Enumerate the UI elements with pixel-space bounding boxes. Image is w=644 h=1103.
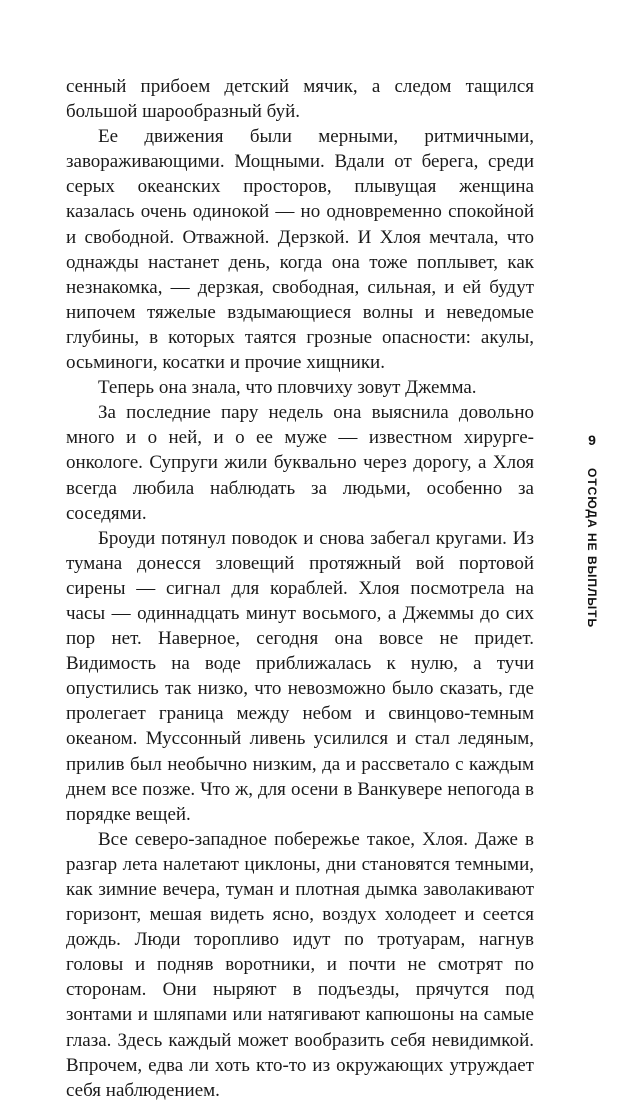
paragraph-6: Все северо-западное побережье такое, Хлоя. Даже в разгар лета налетают циклоны, дни становятся темными, как зимние вечера, туман и плотная дымка заволакивают горизонт, мешая видеть ясно, воздух холодеет и сеется дождь. Люди торопливо идут по тротуарам, нагнув головы и подняв воротники, и почти не смотрят по сторонам. Они ныряют в подъезды, прячутся под зонтами и шляпами или натягивают капюшоны на самые глаза. Здесь каждый может вообразить себя невидимкой. Впрочем, едва ли хоть кто-то из окружающих утруждает себя наблюдением. xyxy=(66,828,534,1101)
running-title: ОТСЮДА НЕ ВЫПЛЫТЬ xyxy=(585,468,599,629)
paragraph-2: Ее движения были мерными, ритмичными, завораживающими. Мощными. Вдали от берега, среди серых океанских просторов, плывущая женщина казалась очень одинокой — но одновременно спокойной и свободной. Отважной. Дерзкой. И Хлоя мечтала, что однажды настанет день, когда она тоже поплывет, как незнакомка, — дерзкая, свободная, сильная, и ей будут нипочем тяжелые вздымающиеся волны и неведомые глубины, в которых таятся грозные опасности: акулы, осьминоги, косатки и прочие хищники. xyxy=(66,126,534,374)
side-margin xyxy=(578,432,606,672)
paragraph-3: Теперь она знала, что пловчиху зовут Джемма. xyxy=(98,377,477,399)
body-text xyxy=(66,74,534,1103)
paragraph-5: Броуди потянул поводок и снова забегал кругами. Из тумана донесся зловещий протяжный вой портовой сирены — сигнал для кораблей. Хлоя посмотрела на часы — одиннадцать минут восьмого, а Джеммы до сих пор нет. Наверное, сегодня она вовсе не придет. Видимость на воде приближалась к нулю, а тучи опустились так низко, что невозможно было сказать, где пролегает граница между небом и свинцово-темным океаном. Муссонный ливень усилился и стал ледяным, прилив был необычно низким, да и рассветало с каждым днем все позже. Что ж, для осени в Ванкувере непогода в порядке вещей. xyxy=(66,527,534,825)
paragraph-1: сенный прибоем детский мячик, а следом тащился большой шарообразный буй. xyxy=(66,76,534,123)
page-number: 9 xyxy=(588,432,596,448)
paragraph-4: За последние пару недель она выяснила довольно много и о ней, и о ее муже — известном хирурге-онкологе. Супруги жили буквально через дорогу, а Хлоя всегда любила наблюдать за людьми, особенно за соседями. xyxy=(66,402,534,524)
